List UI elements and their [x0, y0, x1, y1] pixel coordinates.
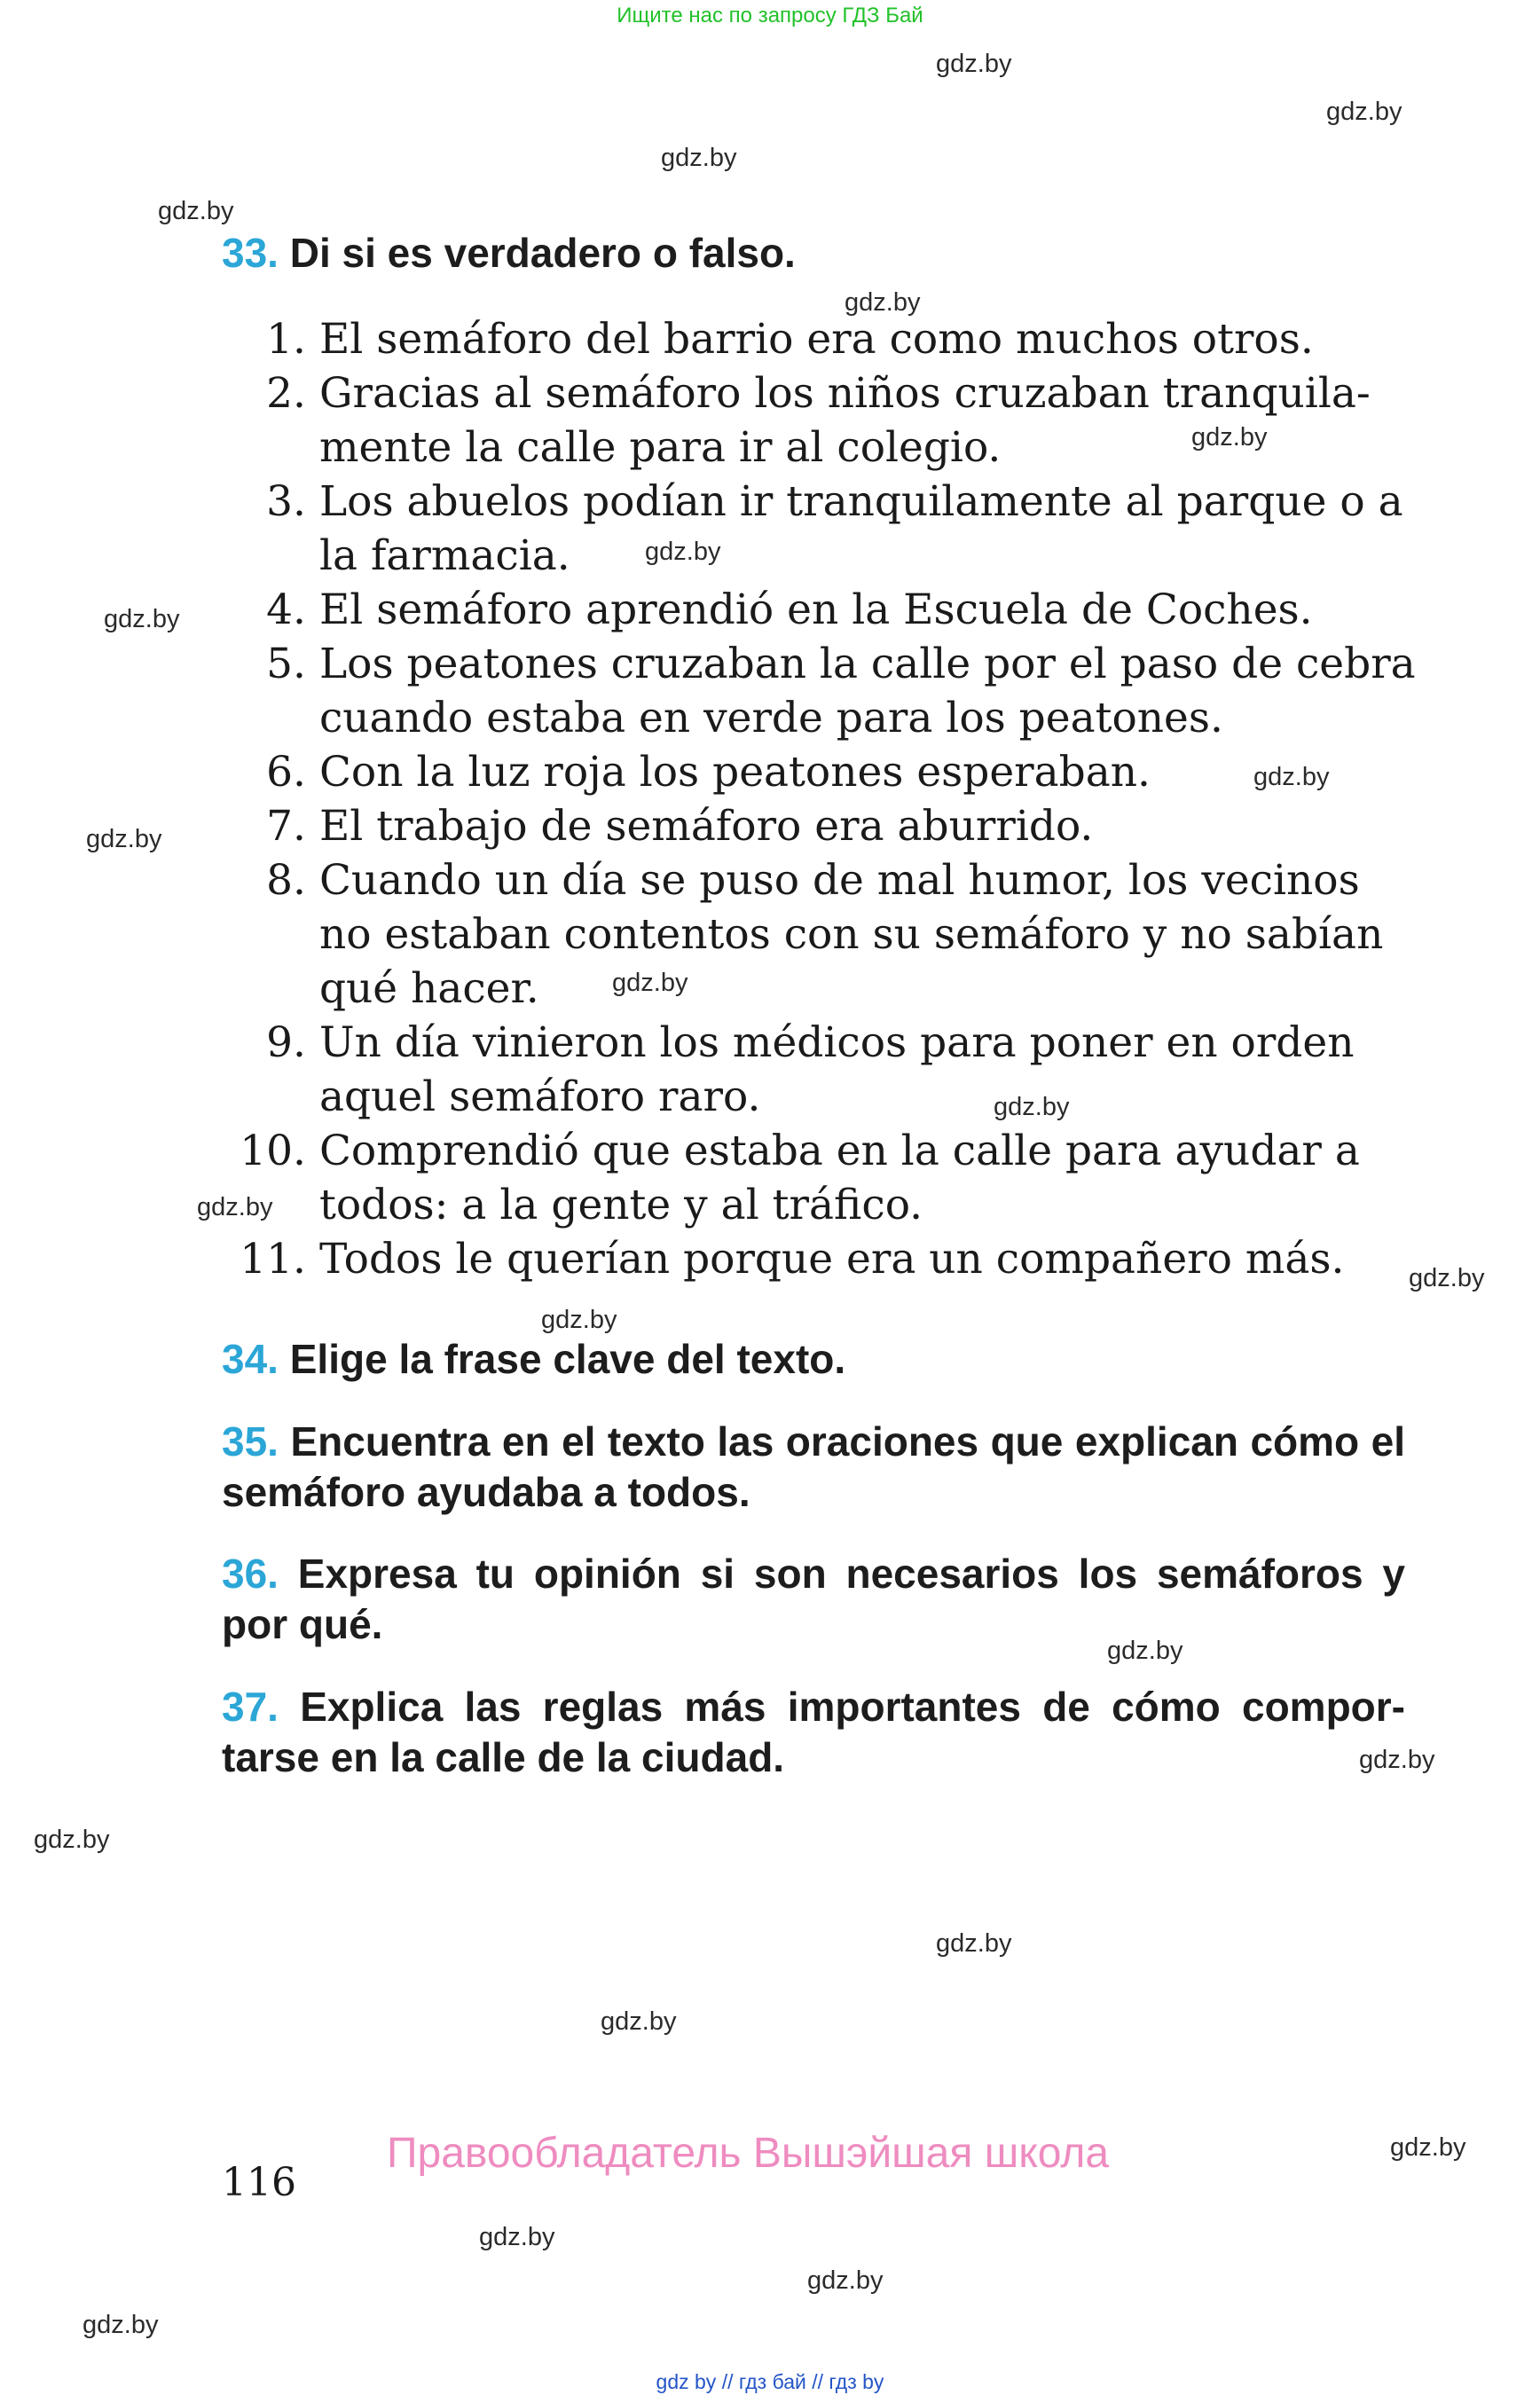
watermark: gdz.by	[601, 2007, 677, 2036]
watermark: gdz.by	[612, 969, 688, 997]
list-item: 4. El semáforo aprendió en la Escuela de Coches.	[266, 585, 1313, 634]
list-item: 2. Gracias al semáforo los niños cruzaban tranquila-	[266, 369, 1371, 418]
exercise-text: Elige la frase clave del texto.	[289, 1336, 846, 1382]
exercise-37	[222, 1682, 1405, 1783]
list-item-continuation: cuando estaba en verde para los peatones.	[318, 694, 1223, 742]
watermark: gdz.by	[1107, 1637, 1183, 1665]
exercise-number: 34.	[222, 1336, 279, 1382]
watermark: gdz.by	[936, 50, 1012, 78]
list-item-continuation: la farmacia.	[318, 531, 570, 580]
watermark: gdz.by	[1253, 763, 1330, 791]
exercise-number: 36.	[222, 1551, 279, 1597]
watermark: gdz.by	[645, 538, 721, 566]
page-number: 116	[222, 2160, 296, 2205]
watermark: gdz.by	[479, 2223, 555, 2251]
watermark: gdz.by	[104, 605, 180, 633]
watermark: gdz.by	[1390, 2133, 1466, 2162]
exercise-number: 37.	[222, 1684, 279, 1730]
list-item: 7. El trabajo de semáforo era aburrido.	[266, 802, 1094, 851]
copyright-notice: Правообладатель Вышэйшая школа	[387, 2130, 1110, 2177]
footer-links[interactable]: gdz by // гдз бай // гдз by	[656, 2370, 884, 2393]
list-item: 3. Los abuelos podían ir tranquilamente al parque o a	[266, 477, 1403, 526]
exercise-text: Expresa tu opinión si son necesarios los semáforos y por qué.	[222, 1551, 1406, 1647]
top-search-note[interactable]: Ищите нас по запросу ГДЗ Бай	[617, 4, 923, 27]
list-item-continuation: mente la calle para ir al colegio.	[318, 423, 1002, 472]
watermark: gdz.by	[807, 2266, 884, 2295]
list-item-continuation: no estaban contentos con su semáforo y no sabían	[318, 910, 1384, 959]
exercise-number: 33.	[222, 230, 279, 276]
watermark: gdz.by	[541, 1306, 617, 1334]
watermark: gdz.by	[845, 288, 921, 317]
exercise-number: 35.	[222, 1418, 279, 1465]
watermark: gdz.by	[1326, 98, 1402, 126]
list-item: 10. Comprendió que estaba en la calle para ayudar a	[240, 1127, 1360, 1175]
watermark: gdz.by	[994, 1093, 1070, 1121]
list-item: 11. Todos le querían porque era un compañero más.	[240, 1235, 1345, 1284]
exercise-33-heading	[222, 229, 796, 277]
watermark: gdz.by	[158, 197, 234, 225]
list-item: 8. Cuando un día se puso de mal humor, los vecinos	[266, 856, 1360, 905]
list-item: 6. Con la luz roja los peatones esperaban.	[266, 748, 1151, 797]
watermark: gdz.by	[82, 2311, 159, 2339]
exercise-36	[222, 1549, 1405, 1650]
watermark: gdz.by	[1409, 1264, 1485, 1292]
list-item: 9. Un día vinieron los médicos para poner en orden	[266, 1018, 1355, 1067]
list-item: 1. El semáforo del barrio era como muchos otros.	[266, 315, 1314, 364]
watermark: gdz.by	[197, 1193, 273, 1221]
watermark: gdz.by	[34, 1826, 110, 1854]
exercise-34	[222, 1335, 845, 1383]
list-item-continuation: qué hacer.	[318, 964, 539, 1013]
exercise-title: Di si es verdadero o falso.	[289, 230, 796, 276]
list-item: 5. Los peatones cruzaban la calle por el paso de cebra	[266, 640, 1416, 688]
exercise-text: Encuentra en el texto las oraciones que explican cómo el semáforo ayudaba a todos.	[222, 1418, 1405, 1515]
exercise-35	[222, 1417, 1405, 1518]
exercise-text: Explica las reglas más importantes de cómo compor-tarse en la calle de la ciudad.	[222, 1684, 1405, 1780]
watermark: gdz.by	[661, 144, 737, 172]
list-item-continuation: aquel semáforo raro.	[318, 1072, 761, 1121]
watermark: gdz.by	[936, 1929, 1012, 1958]
list-item-continuation: todos: a la gente y al tráfico.	[318, 1181, 923, 1229]
watermark: gdz.by	[1191, 423, 1268, 452]
watermark: gdz.by	[1359, 1746, 1435, 1774]
watermark: gdz.by	[86, 825, 162, 853]
